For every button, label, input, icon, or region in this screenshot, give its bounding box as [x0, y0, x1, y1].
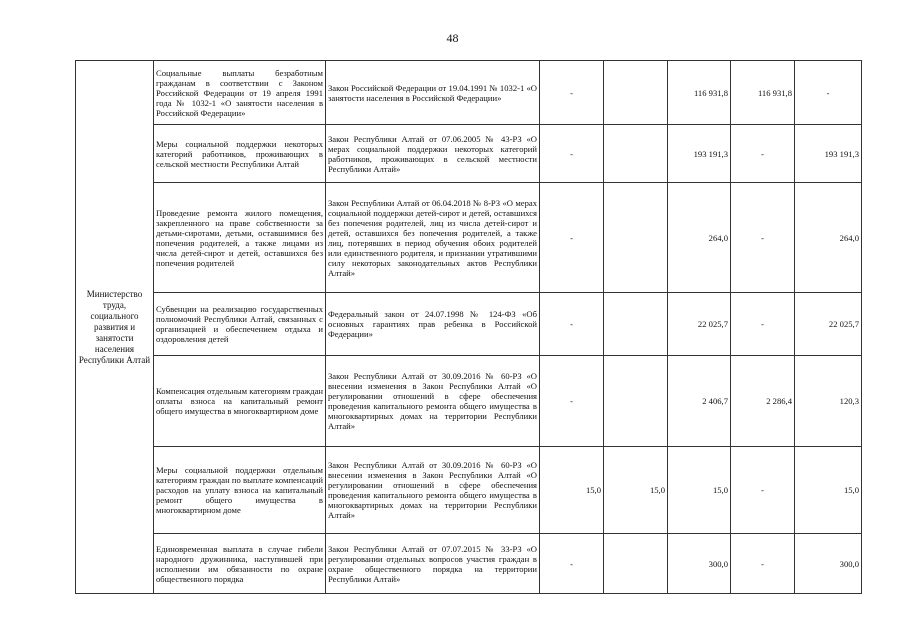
value-cell: 22 025,7: [795, 293, 862, 356]
value-cell: [604, 356, 668, 447]
law-cell: Закон Российской Федерации от 19.04.1991 № 1032-1 «О занятости населения в Российской Федерации»: [326, 61, 540, 125]
law-cell: Закон Республики Алтай от 30.09.2016 № 60-РЗ «О внесении изменения в Закон Республики Алтай «О регулировании отношений в сфере обеспечения проведения капитального ремонта общего имущества в многоквартирных домах на территории Республики Алтай»: [326, 356, 540, 447]
law-cell: Закон Республики Алтай от 06.04.2018 № 8-РЗ «О мерах социальной поддержки детей-сирот и детей, оставшихся без попечения родителей, лиц из числа детей-сирот и детей, оставшихся без попечения родителей, а также лиц, потерявших в период обучения обоих родителей или единственного родителя, и признании утратившими силу некоторых законодательных актов Республики Алтай»: [326, 183, 540, 293]
value-cell: -: [731, 534, 795, 594]
value-cell: -: [540, 183, 604, 293]
value-cell: -: [540, 125, 604, 183]
value-cell: 264,0: [668, 183, 731, 293]
law-cell: Закон Республики Алтай от 07.07.2015 № 33-РЗ «О регулировании отдельных вопросов участия граждан в охране общественного порядка на территории Республики Алтай»: [326, 534, 540, 594]
value-cell: 15,0: [540, 447, 604, 534]
value-cell: 120,3: [795, 356, 862, 447]
table-row: [76, 293, 862, 356]
value-cell: [604, 293, 668, 356]
value-cell: [604, 61, 668, 125]
measure-cell: Единовременная выплата в случае гибели народного дружинника, наступившей при исполнении им обязанности по охране общественного порядка: [154, 534, 326, 594]
obligations-table: [75, 60, 862, 594]
table-row: [76, 61, 862, 125]
value-cell: -: [540, 534, 604, 594]
measure-cell: Проведение ремонта жилого помещения, закрепленного на праве собственности за детьми-сиротами, детьми, оставшимися без попечения родителей, а также лицами из числа детей-сирот и детей, оставшихся без попечения родителей: [154, 183, 326, 293]
table-row: [76, 447, 862, 534]
measure-cell: Социальные выплаты безработным гражданам в соответствии с Законом Российской Федерации от 19 апреля 1991 года № 1032-1 «О занятости населения в Российской Федерации»: [154, 61, 326, 125]
value-cell: [604, 534, 668, 594]
value-cell: -: [731, 183, 795, 293]
law-cell: Закон Республики Алтай от 30.09.2016 № 60-РЗ «О внесении изменения в Закон Республики Алтай «О регулировании отношений в сфере обеспечения проведения капитального ремонта общего имущества в многоквартирных домах на территории Республики Алтай»: [326, 447, 540, 534]
measure-cell: Субвенции на реализацию государственных полномочий Республики Алтай, связанных с организацией и обеспечением отдыха и оздоровления детей: [154, 293, 326, 356]
value-cell: 15,0: [795, 447, 862, 534]
value-cell: [604, 183, 668, 293]
table-row: [76, 125, 862, 183]
value-cell: 15,0: [668, 447, 731, 534]
value-cell: 15,0: [604, 447, 668, 534]
law-cell: Закон Республики Алтай от 07.06.2005 № 43-РЗ «О мерах социальной поддержки некоторых категорий работников, проживающих в сельской местности Республики Алтай»: [326, 125, 540, 183]
value-cell: -: [731, 293, 795, 356]
law-cell: Федеральный закон от 24.07.1998 № 124-ФЗ «Об основных гарантиях прав ребенка в Российской Федерации»: [326, 293, 540, 356]
value-cell: 116 931,8: [668, 61, 731, 125]
value-cell: 193 191,3: [668, 125, 731, 183]
value-cell: -: [731, 125, 795, 183]
value-cell: [604, 125, 668, 183]
value-cell: -: [540, 61, 604, 125]
value-cell: 264,0: [795, 183, 862, 293]
value-cell: 300,0: [668, 534, 731, 594]
page-number: 48: [446, 31, 459, 45]
value-cell: -: [540, 293, 604, 356]
table-row: [76, 183, 862, 293]
value-cell: 22 025,7: [668, 293, 731, 356]
value-cell: -: [731, 447, 795, 534]
table-row: [76, 356, 862, 447]
measure-cell: Меры социальной поддержки некоторых категорий работников, проживающих в сельской местности Республики Алтай: [154, 125, 326, 183]
value-cell: 2 406,7: [668, 356, 731, 447]
measure-cell: Компенсация отдельным категориям граждан оплаты взноса на капитальный ремонт общего имущества в многоквартирном доме: [154, 356, 326, 447]
measure-cell: Меры социальной поддержки отдельным категориям граждан по выплате компенсаций расходов на уплату взноса на капитальный ремонт общего имущества в многоквартирном доме: [154, 447, 326, 534]
value-cell: -: [795, 61, 862, 125]
ministry-cell: Министерство труда, социального развития и занятости населения Республики Алтай: [76, 61, 154, 594]
value-cell: 193 191,3: [795, 125, 862, 183]
value-cell: 300,0: [795, 534, 862, 594]
table-row: [76, 534, 862, 594]
value-cell: -: [540, 356, 604, 447]
value-cell: 116 931,8: [731, 61, 795, 125]
value-cell: 2 286,4: [731, 356, 795, 447]
